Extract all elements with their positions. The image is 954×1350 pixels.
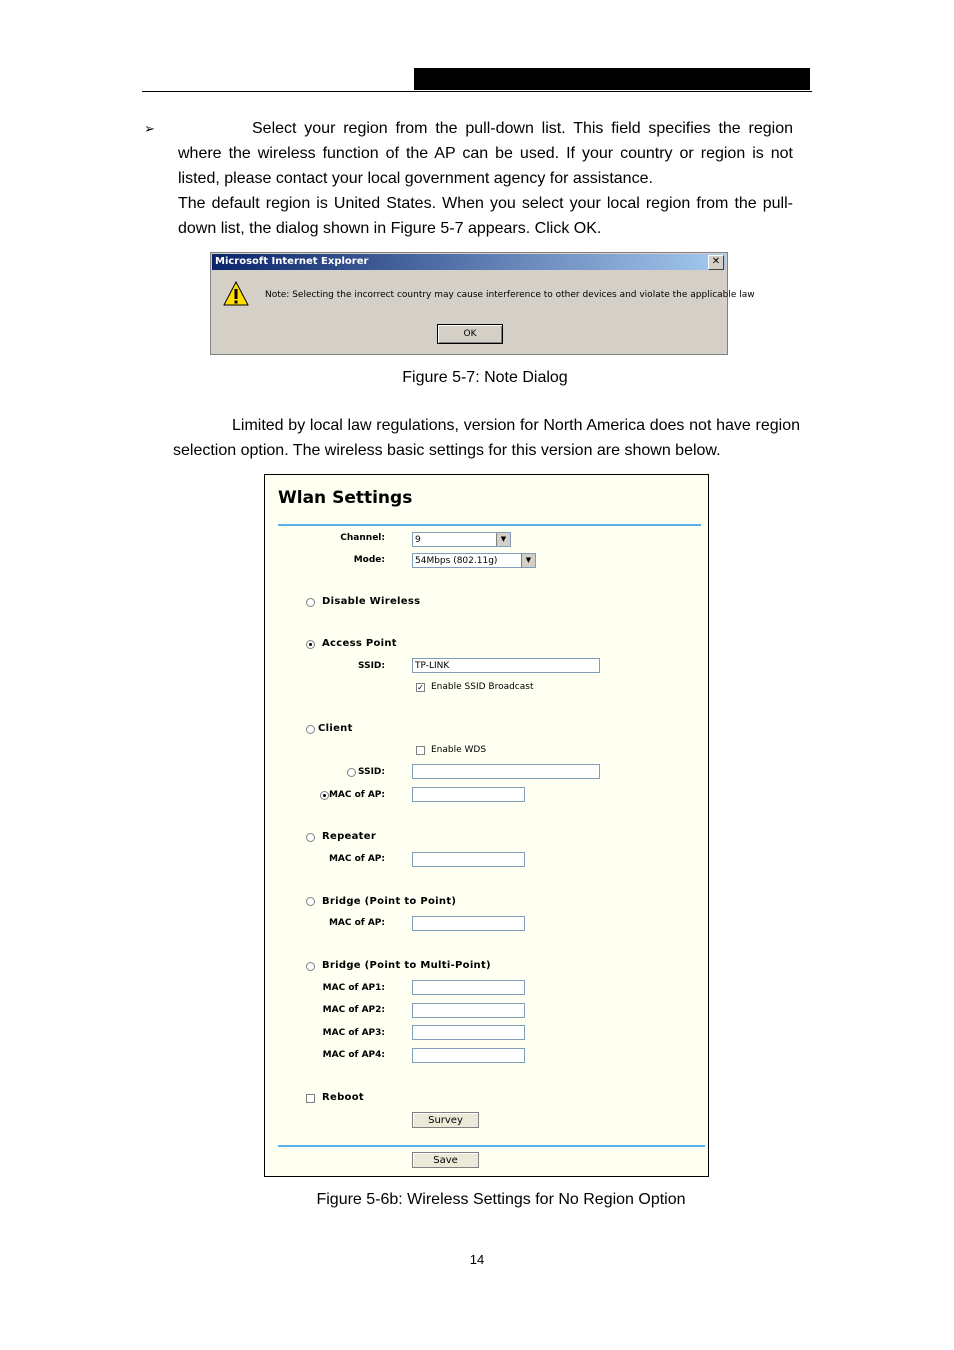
access-point-radio[interactable] — [306, 640, 315, 649]
survey-button[interactable]: Survey — [412, 1112, 479, 1128]
client-mac-input[interactable] — [412, 787, 525, 802]
wds-label: Enable WDS — [431, 745, 487, 755]
divider — [278, 1145, 705, 1147]
repeater-mac-label: MAC of AP: — [328, 854, 385, 864]
disable-wireless-radio[interactable] — [306, 598, 315, 607]
mac-ap3-label: MAC of AP3: — [322, 1028, 385, 1038]
ssid-broadcast-checkbox[interactable]: ✓ — [417, 683, 424, 692]
bullet-icon: ➢ — [144, 121, 155, 136]
disable-wireless-label: Disable Wireless — [322, 596, 421, 607]
mac-ap2-input[interactable] — [412, 1003, 525, 1018]
ssid-input[interactable]: TP-LINK — [412, 658, 600, 673]
bridge-p2p-radio[interactable] — [306, 897, 315, 906]
bridge-p2mp-label: Bridge (Point to Multi-Point) — [322, 960, 491, 971]
client-label: Client — [318, 723, 353, 734]
note-dialog — [210, 252, 755, 355]
mac-ap3-input[interactable] — [412, 1025, 525, 1040]
bridge-p2p-mac-input[interactable] — [412, 916, 525, 931]
ssid-broadcast-label: Enable SSID Broadcast — [431, 682, 534, 692]
divider — [278, 524, 701, 526]
channel-select[interactable] — [412, 532, 511, 547]
repeater-mac-input[interactable] — [412, 852, 525, 867]
warning-icon — [223, 281, 249, 307]
mode-select[interactable] — [412, 553, 536, 568]
access-point-label: Access Point — [322, 638, 397, 649]
paragraph-default-region: The default region is United States. When you select your local region from the pull-down list, the dialog shown in Figure 5-7 appears. Click OK. — [178, 195, 793, 237]
close-icon[interactable]: ✕ — [708, 255, 724, 270]
client-radio[interactable] — [306, 725, 315, 734]
wlan-settings-panel — [264, 474, 709, 1177]
client-ssid-label: SSID: — [358, 767, 385, 777]
figure-caption: Figure 5-6b: Wireless Settings for No Region Option — [316, 1191, 686, 1208]
figure-caption: Figure 5-7: Note Dialog — [402, 369, 568, 386]
paragraph-region — [178, 116, 793, 241]
page-number: 14 — [469, 1252, 485, 1267]
mode-label: Mode: — [353, 555, 385, 565]
bridge-p2p-label: Bridge (Point to Point) — [322, 896, 457, 907]
channel-value: 9 — [415, 535, 421, 545]
channel-label: Channel: — [340, 533, 385, 543]
header-rule — [142, 91, 812, 92]
paragraph-north-america — [173, 413, 800, 463]
client-mac-label: MAC of AP: — [328, 790, 385, 800]
panel-title: Wlan Settings — [278, 488, 413, 508]
paragraph-north-america-text: Limited by local law regulations, version for North America does not have region selection option. The wireless basic settings for this version are shown below. — [173, 417, 800, 459]
chevron-down-icon: ▼ — [521, 554, 535, 567]
mac-ap1-input[interactable] — [412, 980, 525, 995]
bridge-p2mp-radio[interactable] — [306, 962, 315, 971]
mac-ap2-label: MAC of AP2: — [322, 1005, 385, 1015]
mac-ap1-label: MAC of AP1: — [322, 983, 385, 993]
dialog-titlebar — [212, 254, 726, 270]
repeater-label: Repeater — [322, 831, 377, 842]
dialog-message: Note: Selecting the incorrect country may cause interference to other devices and violate the applicable law — [265, 290, 755, 300]
repeater-radio[interactable] — [306, 833, 315, 842]
bridge-p2p-mac-label: MAC of AP: — [328, 918, 385, 928]
wds-checkbox[interactable] — [416, 746, 425, 755]
mode-value: 54Mbps (802.11g) — [415, 556, 498, 566]
reboot-checkbox[interactable] — [306, 1094, 315, 1103]
reboot-label: Reboot — [322, 1092, 364, 1103]
paragraph-region-text: Select your region from the pull-down list. This field specifies the region where the wireless function of the AP can be used. If your country or region is not listed, please contact your local government agency for assistance. — [178, 120, 793, 187]
mac-ap4-label: MAC of AP4: — [322, 1050, 385, 1060]
ok-button[interactable]: OK — [437, 324, 503, 344]
header-bar — [414, 68, 810, 90]
save-button[interactable]: Save — [412, 1152, 479, 1168]
client-ssid-input[interactable] — [412, 764, 600, 779]
mac-ap4-input[interactable] — [412, 1048, 525, 1063]
chevron-down-icon: ▼ — [496, 533, 510, 546]
dialog-title: Microsoft Internet Explorer — [215, 256, 369, 267]
ssid-label: SSID: — [358, 661, 385, 671]
